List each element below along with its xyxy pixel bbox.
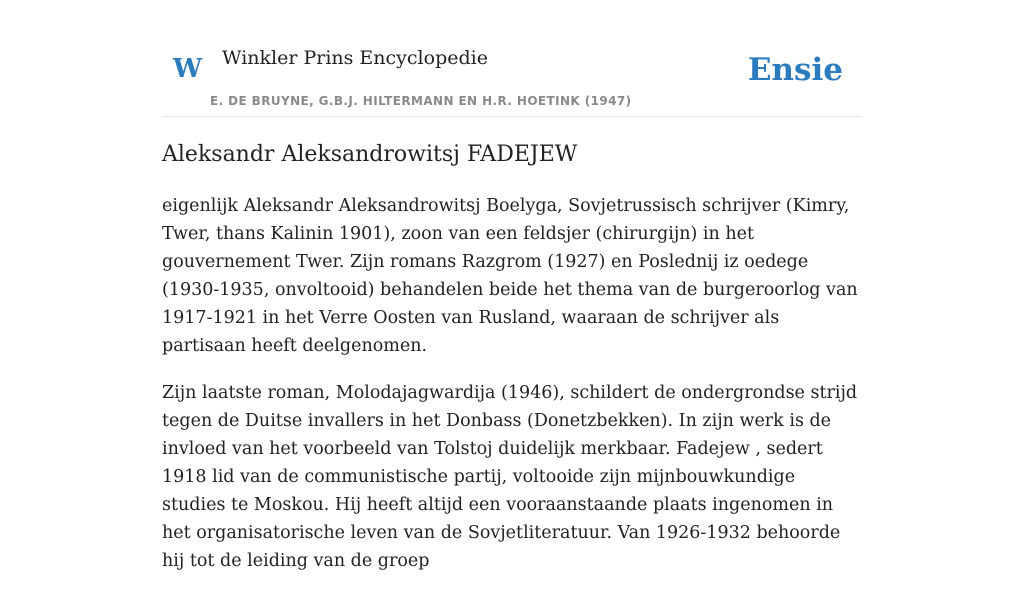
ensie-logo[interactable]: Ensie xyxy=(747,52,843,88)
source-header xyxy=(162,0,862,117)
article-body xyxy=(162,192,862,594)
source-title-link[interactable]: Winkler Prins Encyclopedie xyxy=(222,47,488,69)
article-paragraph: Zijn laatste roman, Molodajagwardija (1946), schildert de ondergrondse strijd tegen de Duitse invallers in het Donbass (Donetzbekken). In zijn werk is de invloed van het voorbeeld van Tolstoj duidelijk merkbaar. Fadejew , sedert 1918 lid van de communistische partij, voltooide zijn mijnbouwkundige studies te Moskou. Hij heeft altijd een vooraanstaande plaats ingenomen in het organisatorische leven van de Sovjetliteratuur. Van 1926-1932 behoorde hij tot de leiding van de groep xyxy=(162,383,858,571)
source-authors: E. DE BRUYNE, G.B.J. HILTERMANN EN H.R. HOETINK (1947) xyxy=(210,94,632,108)
article-paragraph: eigenlijk Aleksandr Aleksandrowitsj Boelyga, Sovjetrussisch schrijver (Kimry, Twer, thans Kalinin 1901), zoon van een feldsjer (chirurgijn) in het gouvernement Twer. Zijn romans Razgrom (1927) en Poslednij iz oedege (1930-1935, onvoltooid) behandelen beide het thema van de burgeroorlog van 1917-1921 in het Verre Oosten van Rusland, waaraan de schrijver als partisaan heeft deelgenomen. xyxy=(162,196,858,356)
article-title: Aleksandr Aleksandrowitsj FADEJEW xyxy=(162,142,578,167)
source-logo[interactable]: W xyxy=(173,54,203,84)
